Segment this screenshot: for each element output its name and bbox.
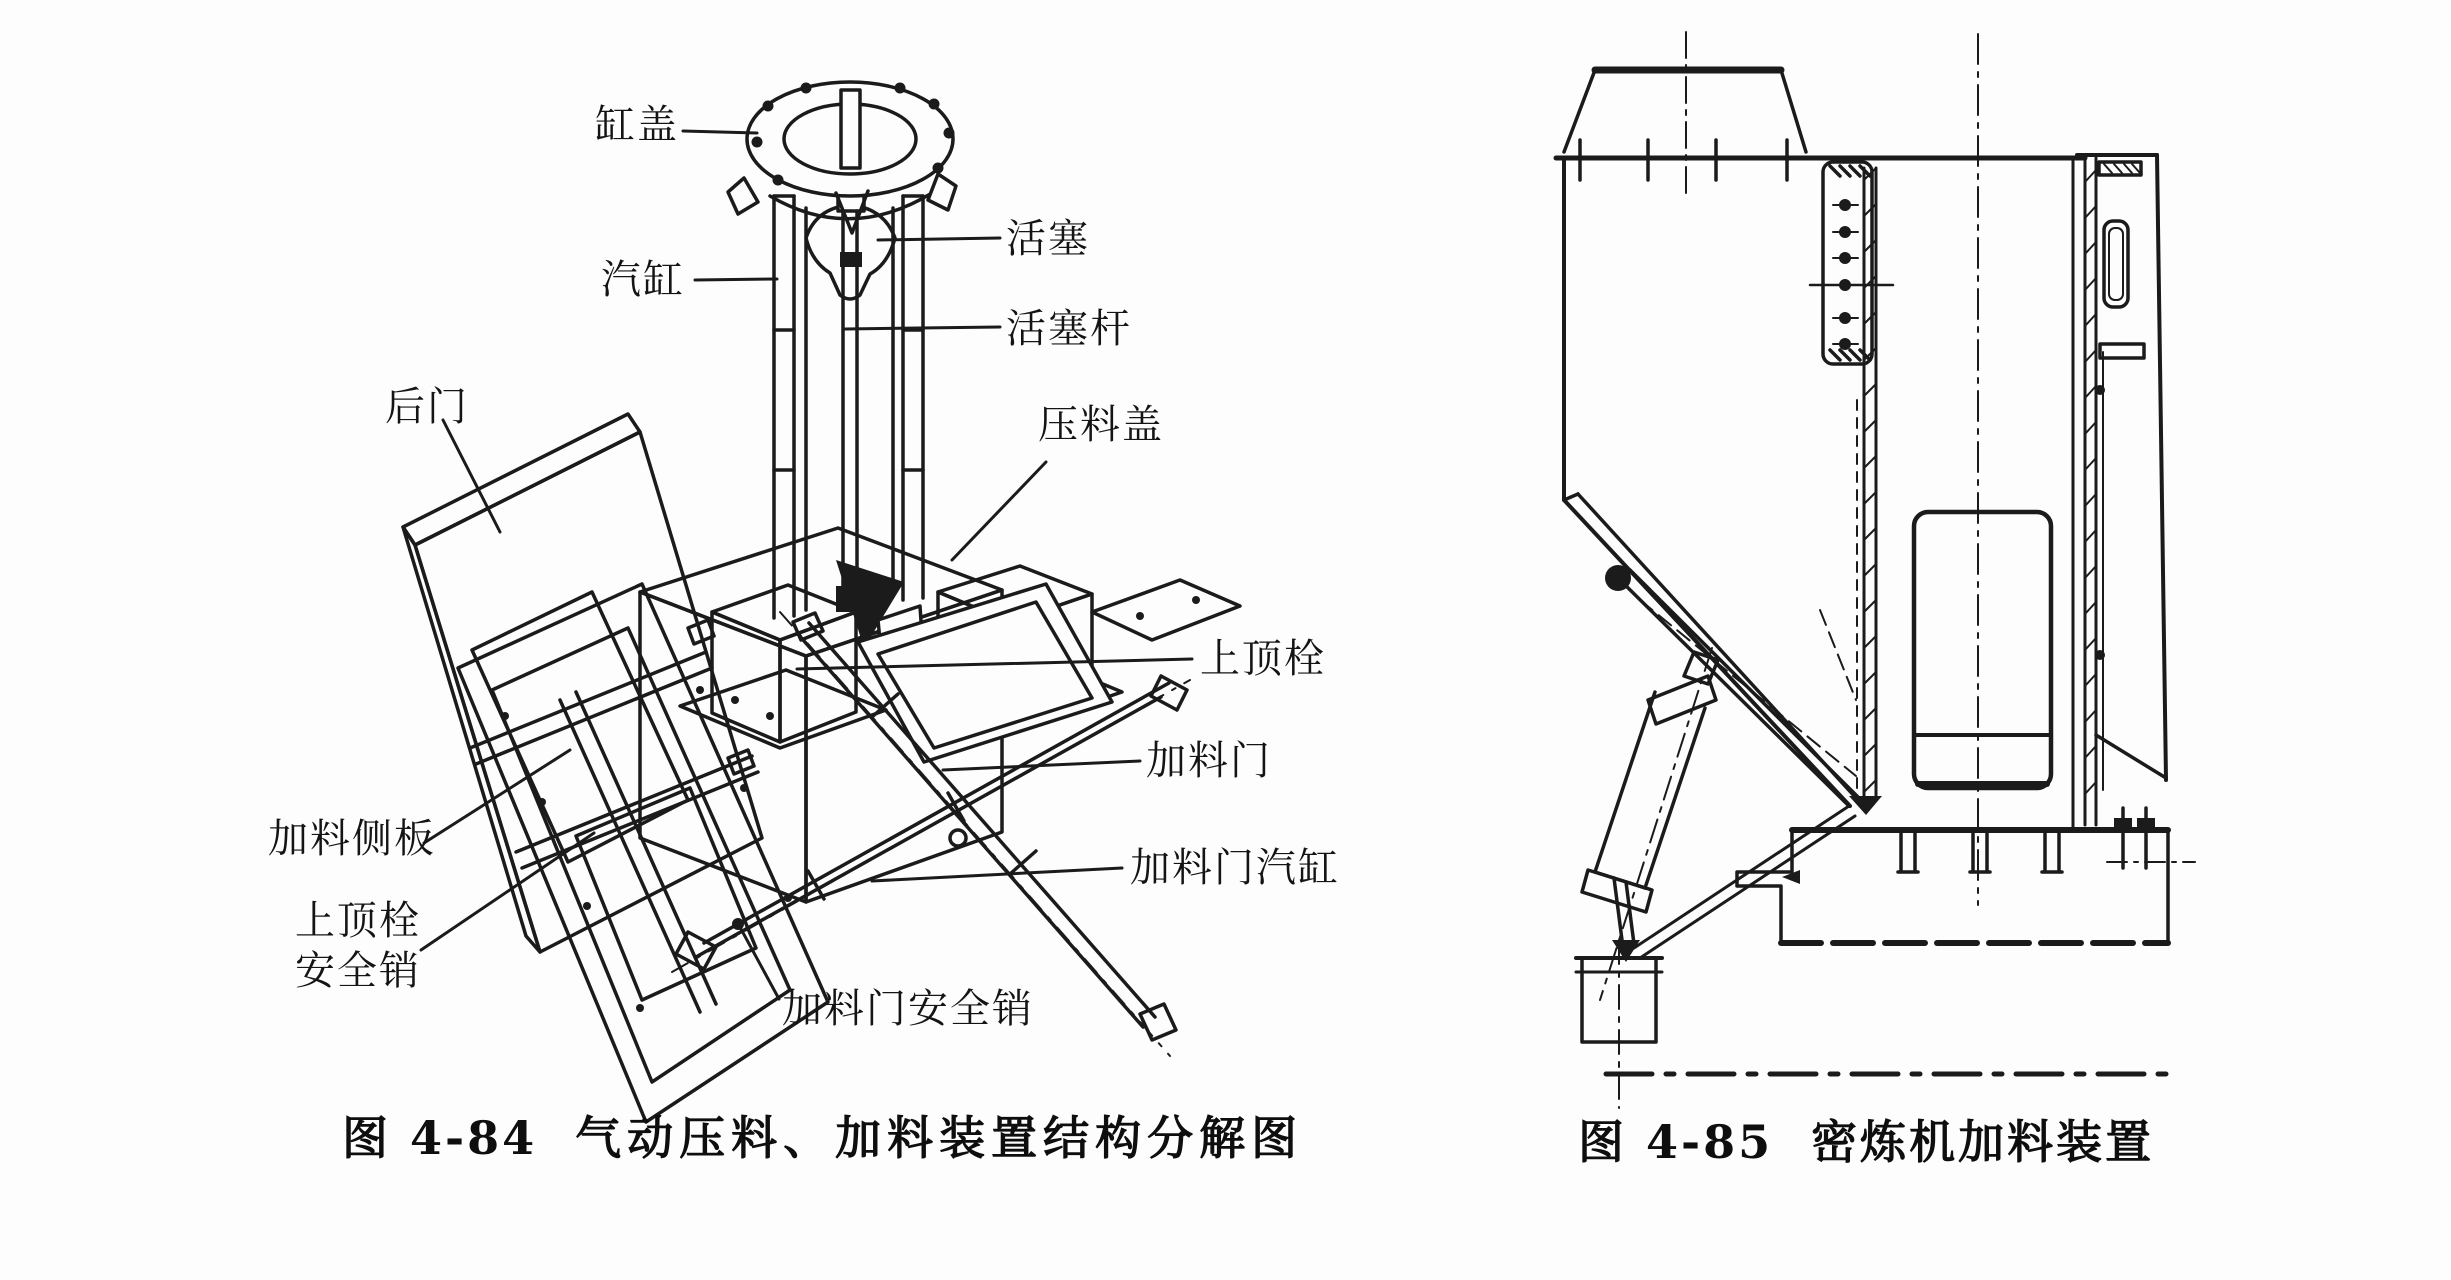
label-jia-liao-men-qi-gang: 加料门汽缸 (1130, 845, 1340, 891)
leader-jia-liao-men-an-quan-xiao (741, 929, 779, 999)
feed-door-panel (858, 584, 1112, 762)
leader-gang-gai (683, 131, 757, 133)
top-bolt-weight (640, 528, 1002, 902)
label-jia-liao-men-an-quan-xiao: 加料门安全销 (782, 986, 1034, 1032)
body-left-chute (1564, 158, 1858, 806)
leader-jia-liao-men-qi-gang (872, 868, 1122, 881)
bolted-column (1810, 162, 1893, 364)
figure-4-85-caption (1578, 1114, 2154, 1170)
right-wall-assembly (2085, 155, 2166, 825)
leader-hou-men (443, 420, 500, 532)
feed-side-plate-frame (458, 584, 828, 1122)
label-huo-sai: 活塞 (1006, 216, 1090, 262)
press-cover-plate (680, 566, 1240, 748)
mixing-chamber (1914, 34, 2073, 905)
label-huo-sai-gan: 活塞杆 (1006, 306, 1132, 352)
label-jia-liao-men: 加料门 (1146, 738, 1272, 784)
label-shang-ding-shuan-an-quan-xiao-line1: 上顶栓 (295, 898, 421, 944)
label-shang-ding-shuan: 上顶栓 (1200, 636, 1326, 682)
leader-huo-sai-gan (845, 327, 1000, 329)
label-qi-gang: 汽缸 (601, 257, 685, 303)
piston (806, 177, 895, 299)
figure-4-84-number: 图 4-84 (342, 1111, 538, 1165)
rear-door-panel (403, 414, 762, 952)
leader-qi-gang (695, 279, 777, 280)
figure-4-84-caption (342, 1110, 1303, 1166)
label-hou-men: 后门 (385, 384, 469, 430)
leader-huo-sai (878, 238, 1000, 240)
cylinder-head-flange (728, 82, 956, 233)
leader-jia-liao-ce-ban (424, 750, 570, 843)
feed-hopper (1556, 32, 2157, 196)
piston-rod (836, 211, 864, 612)
leader-jia-liao-men (943, 761, 1140, 770)
label-ya-liao-gai: 压料盖 (1038, 402, 1164, 448)
label-shang-ding-shuan-an-quan-xiao-line2: 安全销 (295, 948, 421, 994)
figure-4-85-drawing (1556, 32, 2195, 1108)
leader-an-quan-xiao (421, 833, 594, 950)
figure-4-84-drawing (403, 82, 1240, 1122)
label-jia-liao-ce-ban: 加料侧板 (268, 816, 436, 862)
label-gang-gai: 缸盖 (595, 102, 679, 148)
figure-4-84-title: 气动压料、加料装置结构分解图 (575, 1111, 1304, 1165)
tilting-cylinder (1576, 600, 1856, 1108)
air-cylinder-tubes (774, 196, 923, 618)
leader-ya-liao-gai (952, 462, 1046, 560)
machine-base (1606, 808, 2195, 1074)
center-wall-hatched (1849, 168, 1882, 815)
figure-4-85-title: 密炼机加料装置 (1811, 1115, 2155, 1169)
figure-4-85-number: 图 4-85 (1578, 1115, 1774, 1169)
leader-shang-ding-shuan (797, 659, 1192, 669)
